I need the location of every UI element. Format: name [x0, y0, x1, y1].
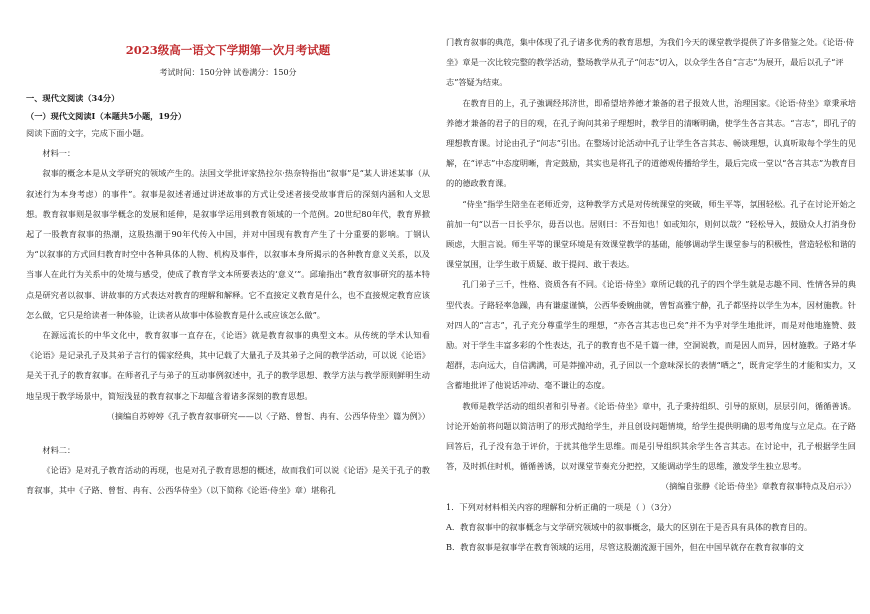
instruction: 阅读下面的文字，完成下面小题。: [26, 128, 149, 138]
material-1-label: 材料一：: [42, 148, 76, 159]
right-column: [446, 0, 856, 557]
exam-title: 2023级高一语文下学期第一次月考试题: [125, 43, 331, 57]
subsection-heading: （一）现代文阅读Ⅰ（本题共5小题，19分）: [26, 111, 187, 121]
material-2-source: （摘编自张静《论语·侍坐》章教育叙事特点及启示》）: [660, 481, 856, 492]
section-heading: 一、现代文阅读（34分）: [26, 93, 120, 103]
material-1-paragraph: 叙事的概念本是从文学研究的领域产生的。法国文学批评家热拉尔·热奈特指出“叙事”是“某人讲述某事（从叙述行为本身考虑）的事件”。叙事是叙述者通过讲述故事的方式让受述者接受故事背后的深刻内涵和人文思想。教育叙事则是叙事学概念的发展和延伸，是叙事学运用到教育领域的一个范例。20世纪80年代，教育界掀起了一股教育叙事的热潮，这股热潮于90年代传入中国，并对中国现有教育产生了十分重要的影响。丁钢认为“以叙事的方式回归教育时空中各种具体的人物、机构及事件，以叙事本身所揭示的各种教育意义关系，以及当事人在此行为关系中的处境与感受，使成了教育学文本所要表达的‘意义’”。邱瑜指出“教育叙事研究的基本特点是研究者以叙事、讲故事的方式表达对教育的理解和解释。它不直接定义教育是什么，也不直接规定教育应该怎么做，它只是给读者一种体验，让读者从故事中体验教育是什么或应该怎么做”。: [26, 168, 430, 320]
material-2-continuation: 门教育叙事的典范，集中体现了孔子诸多优秀的教育思想，为我们今天的课堂教学提供了许多借鉴之处。《论语·侍坐》章是一次比较完整的教学活动，整场教学从孔子“问志”切入，以众学生各自“言志”为展开，最后以孔子“评志”答疑为结束。: [446, 37, 854, 88]
material-2-paragraph: 在教育目的上，孔子強调经邦济世，即希望培养德才兼备的君子报效人世，治理国家。《论语·侍坐》章秉承培养德才兼备的君子的目的观，在孔子询问其弟子理想时，教学目的清晰明确，使学生各言其志。“言志”，即孔子的理想教育课。讨论由孔子“问志”引出。在整场讨论活动中孔子让学生各言其志、畅谈理想，认真听取每个学生的见解，在“评志”中态度明晰，肯定鼓励，其实也是将孔子的道德观传播给学生，最后完成一堂以“各言其志”为教育目的的德政教育课。: [446, 97, 856, 189]
spacer: [446, 0, 856, 32]
left-column: [26, 0, 430, 501]
question-1-option-b: B．教育叙事是叙事学在教育领域的运用，尽管这股潮流源于国外，但在中国早就存在教育叙事的文: [446, 542, 805, 553]
material-2-paragraph: 《论语》是对孔子教育活动的再现，也是对孔子教育思想的概述，故而我们可以说《论语》是关于孔子的教育叙事，其中《子路、曾皙、冉有、公西华侍坐》（以下简称《论语·侍坐》章）堪称孔: [26, 465, 430, 496]
material-1-paragraph: 在源远流长的中华文化中，教育叙事一直存在，《论语》就是教育叙事的典型文本。从传统的学术认知看《论语》是记录孔子及其弟子言行的儒家经典，其中记载了大量孔子及其弟子之间的教学活动，可以说《论语》是关于孔子的教育叙事。在师者孔子与弟子的互动事例叙述中，孔子的教学思想、教学方法与教学原则鲜明生动地呈现于教学场景中，简短浅显的教育叙事之下却蕴含着诸多深刻的教育思想。: [26, 330, 430, 401]
question-1-option-a: A．教育叙事中的叙事概念与文学研究领域中的叙事概念，最大的区别在于是否具有具体的教育目的。: [446, 521, 813, 532]
material-2-paragraph: 教师是教学活动的组织者和引导者。《论语·侍坐》章中，孔子秉持组织、引导的原则，层层引问，循循善诱。讨论开始前将问题以简洁明了的形式抛给学生，并且创设问题情境，给学生提供明确的思考角度与立足点。在子路回答后，孔子没有急于评价，于扰其他学生思维。而是引导组织其余学生各言其志。在讨论中，孔子根据学生回答，及时抓住时机，循循善诱，以对课堂节奏充分把控，又能调动学生的思维，激发学生独立思考。: [446, 400, 856, 472]
spacer: [26, 426, 430, 440]
material-2-paragraph: “侍坐”指学生陪坐在老师近旁，这种教学方式是对传统课堂的突破，师生平等，氛围轻松。孔子在讨论开始之前加一句“以吾一日长乎尔，毋吾以也。居则曰：不吾知也！如或知尔，则何以哉？”轻松导入，鼓励众人打消身份顾虑，大胆言说。师生平等的课堂环境是有效课堂教学的基础，能够调动学生课堂参与的积极性，营造轻松和谐的课堂氛围，让学生敢于质疑、敢于提问、敢于表达。: [446, 198, 856, 270]
exam-meta: 考试时间：150分钟 试卷满分：150分: [159, 68, 297, 77]
material-2-label: 材料二：: [42, 445, 76, 456]
material-1-source: （摘编自苏婷婷《孔子教育叙事研究——以〈子路、曾皙、冉有、公西华侍坐〉篇为例》）: [106, 410, 430, 421]
material-2-paragraph: 孔门弟子三千，性格、资质各有不同。《论语·侍坐》章所记载的孔子的四个学生就是志趣不同、性情各异的典型代表。子路轻率急躁，冉有谦虚谨慎，公西华委婉曲就，曾皙高雅宁静，孔子都坚持以学生为本，因材施教。针对四人的“言志”，孔子充分尊重学生的理想，“亦各言其志也已矣”并不为乎对学生地批评，而是对他地施赞、鼓励。对于学生丰富多彩的个性表达，孔子的教育也不是千篇一律，空洞说教，而是因人而异，因材施教。子路才华超群，志向远大，自信满满，可是莽撞冲动，孔子回以一个意味深长的表情“哂之”，既肯定学生的才能和实力，又含蓄地批评了他说话冲动、毫不谦让的态度。: [446, 279, 856, 391]
question-1: 1．下列对材料相关内容的理解和分析正确的一项是（ ）（3分）: [446, 501, 676, 512]
